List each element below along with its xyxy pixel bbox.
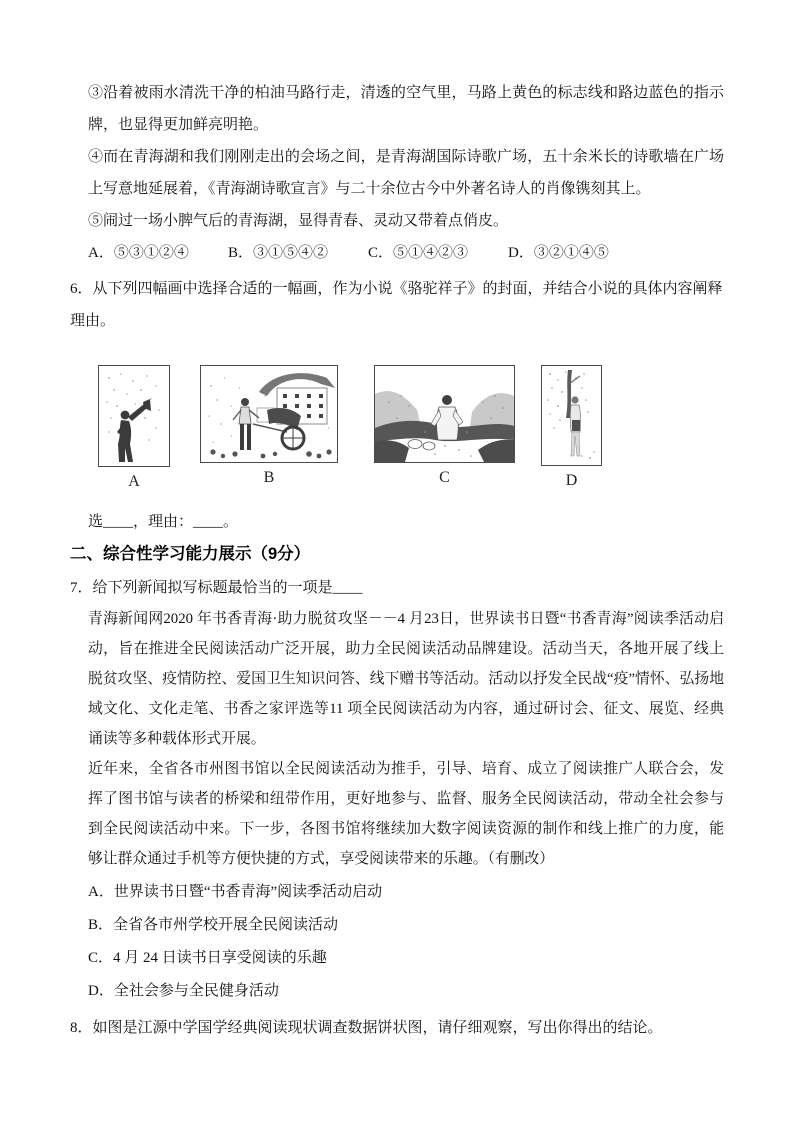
q7-options [70, 876, 724, 1008]
q5-sentences [88, 77, 724, 237]
q6-figure-b [200, 365, 338, 486]
figure-label-a: A [128, 473, 140, 490]
q7-option-c: C．4 月 24 日读书日享受阅读的乐趣 [88, 950, 327, 966]
q6-figure-d [541, 365, 602, 489]
q5-sentence-3: ③沿着被雨水清洗干净的柏油马路行走，清透的空气里，马路上黄色的标志线和路边蓝色的指示牌，也显得更加鲜亮明艳。 [88, 85, 724, 133]
q7-news-paragraph-1: 青海新闻网2020 年书香青海·助力脱贫攻坚－－4 月23日，世界读书日暨“书香青海”阅读季活动启动，旨在推进全民阅读活动广泛开展，助力全民阅读活动品牌建设。活动当天，各地开展了线上脱贫攻坚、疫情防控、爱国卫生知识问答、线下赠书等活动。活动以抒发全民战“疫”情怀、弘扬地域文化、文化走笔、书香之家评选等11 项全民阅读活动为内容，通过研讨会、征文、展览、经典诵读等多种载体形式开展。 [88, 611, 724, 747]
section2-heading: 二、综合性学习能力展示（9分） [70, 545, 311, 563]
q5-options-row [88, 237, 724, 269]
cover-illustration-c [374, 365, 515, 463]
figure-label-c: C [439, 469, 450, 486]
q5-option-b: B．③①⑤④② [228, 245, 329, 261]
q5-sentence-5: ⑤闹过一场小脾气后的青海湖，显得青春、灵动又带着点俏皮。 [88, 213, 509, 229]
q7-news-paragraph-2: 近年来，全省各市州图书馆以全民阅读活动为推手，引导、培育、成立了阅读推广人联合会，发挥了图书馆与读者的桥梁和纽带作用，更好地参与、监督、服务全民阅读活动，带动全社会参与到全民阅读活动中来。下一步，各图书馆将继续加大数字阅读资源的制作和线上推广的力度，能够让群众通过手机等方便快捷的方式，享受阅读带来的乐趣。（有删改） [88, 761, 724, 867]
q6-answer-blank: 选____，理由：____。 [88, 514, 239, 530]
q7-option-d: D．全社会参与全民健身活动 [88, 983, 279, 999]
figure-label-b: B [263, 469, 275, 486]
q5-option-c: C．⑤①④②③ [368, 245, 469, 261]
q7-stem: 7．给下列新闻拟写标题最恰当的一项是____ [70, 580, 363, 596]
q5-option-a: A．⑤③①②④ [88, 245, 189, 261]
q6-figure-a [98, 365, 170, 490]
cover-illustration-d [541, 365, 602, 466]
q6-figure-c [374, 365, 515, 486]
q7-option-a: A．世界读书日暨“书香青海”阅读季活动启动 [88, 884, 383, 900]
q5-option-d: D．③②①④⑤ [508, 245, 609, 261]
cover-illustration-b [200, 365, 338, 463]
q5-sentence-4: ④而在青海湖和我们刚刚走出的会场之间，是青海湖国际诗歌广场，五十余米长的诗歌墙在广场上写意地延展着，《青海湖诗歌宣言》与二十余位古今中外著名诗人的肖像镌刻其上。 [88, 149, 724, 197]
q6-figures-row [98, 365, 724, 490]
q6-stem: 6．从下列四幅画中选择合适的一幅画，作为小说《骆驼祥子》的封面，并结合小说的具体内容阐释理由。 [70, 281, 723, 329]
q8-stem: 8．如图是江源中学国学经典阅读现状调查数据饼状图，请仔细观察，写出你得出的结论。 [70, 1020, 663, 1036]
figure-label-d: D [565, 472, 578, 489]
q7-option-b: B．全省各市州学校开展全民阅读活动 [88, 917, 339, 933]
cover-illustration-a [98, 365, 170, 467]
